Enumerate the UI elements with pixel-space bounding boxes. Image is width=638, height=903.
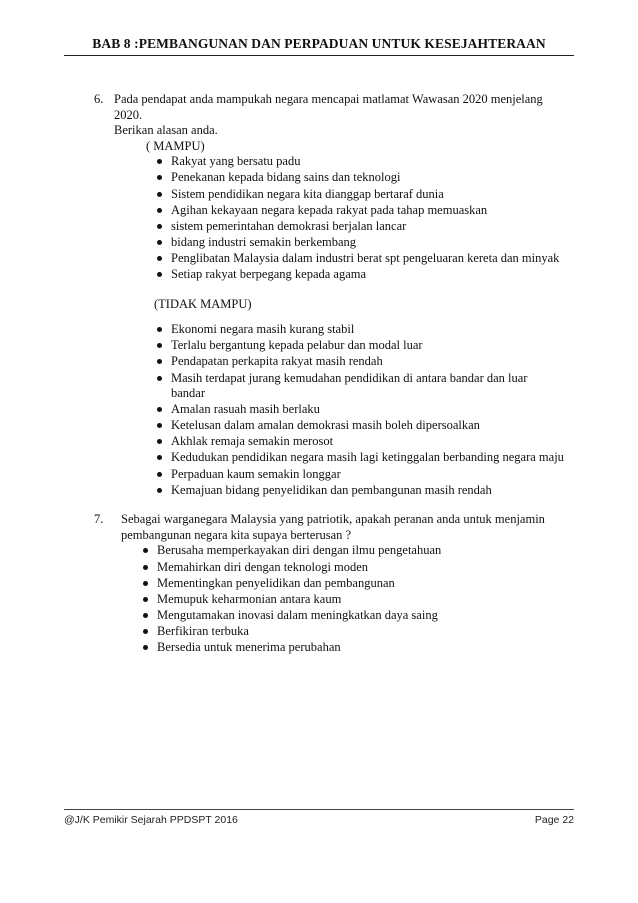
- list-item: [143, 576, 564, 592]
- bullet-icon: [157, 224, 162, 229]
- document-body: [94, 92, 564, 656]
- list-item: [157, 402, 564, 418]
- bullet-icon: [143, 629, 148, 634]
- bullet-icon: [157, 423, 162, 428]
- list-item-text: Mengutamakan inovasi dalam meningkatkan daya saing: [157, 607, 438, 622]
- list-item: [157, 154, 564, 170]
- footer-credit: @J/K Pemikir Sejarah PPDSPT 2016: [64, 814, 238, 826]
- list-item-text: Ketelusan dalam amalan demokrasi masih boleh dipersoalkan: [171, 418, 480, 433]
- bullet-icon: [157, 488, 162, 493]
- bullet-icon: [157, 439, 162, 444]
- bullet-icon: [143, 581, 148, 586]
- list-item: [143, 640, 564, 656]
- list-item-text: Kedudukan pendidikan negara masih lagi ketinggalan berbanding negara maju: [171, 450, 564, 465]
- list-item: [157, 371, 564, 402]
- list-item-text: Amalan rasuah masih berlaku: [171, 402, 320, 417]
- list-item-text: Perpaduan kaum semakin longgar: [171, 466, 341, 481]
- list-item-text: Agihan kekayaan negara kepada rakyat pada tahap memuaskan: [171, 202, 488, 217]
- list-item: [157, 483, 564, 499]
- list-item-text: Rakyat yang bersatu padu: [171, 154, 301, 169]
- question-text-line: 2020.: [114, 107, 143, 122]
- list-item-text: Kemajuan bidang penyelidikan dan pembangunan masih rendah: [171, 482, 492, 497]
- bullet-icon: [143, 645, 148, 650]
- list-item-text: Penekanan kepada bidang sains dan teknologi: [171, 170, 401, 185]
- bullet-icon: [157, 208, 162, 213]
- bullet-icon: [157, 376, 162, 381]
- question-text-line: Pada pendapat anda mampukah negara mencapai matlamat Wawasan 2020 menjelang: [114, 92, 543, 106]
- list-item: [157, 450, 564, 466]
- list-item: [157, 267, 564, 283]
- list-item-text: Akhlak remaja semakin merosot: [171, 434, 334, 449]
- list-item: [157, 434, 564, 450]
- bullet-icon: [157, 192, 162, 197]
- page-header-title: BAB 8 :PEMBANGUNAN DAN PERPADUAN UNTUK KESEJAHTERAAN: [92, 36, 546, 51]
- list-item-text: Ekonomi negara masih kurang stabil: [171, 322, 355, 337]
- list-item-text: Bersedia untuk menerima perubahan: [157, 640, 341, 654]
- list-item: [157, 219, 564, 235]
- bullet-icon: [157, 272, 162, 277]
- list-item: [157, 235, 564, 251]
- bullet-icon: [157, 359, 162, 364]
- list-item: [157, 338, 564, 354]
- question-text-line: pembangunan negara kita supaya berterusan ?: [121, 527, 352, 542]
- list-item: [143, 592, 564, 608]
- list-item: [157, 322, 564, 338]
- bullet-icon: [143, 548, 148, 553]
- question-number: 7.: [94, 512, 104, 527]
- list-item: [143, 624, 564, 640]
- list-item-text: Penglibatan Malaysia dalam industri berat spt pengeluaran kereta dan minyak: [171, 250, 560, 265]
- answer-list: [121, 543, 564, 655]
- bullet-icon: [143, 613, 148, 618]
- page-number: Page 22: [534, 814, 574, 826]
- list-item-text: Berusaha memperkayakan diri dengan ilmu pengetahuan: [157, 543, 442, 558]
- question-number: 6.: [94, 92, 104, 106]
- list-item: [143, 543, 564, 559]
- list-item-text: sistem pemerintahan demokrasi berjalan lancar: [171, 218, 407, 233]
- list-item: [143, 560, 564, 576]
- question-7: [94, 512, 564, 655]
- bullet-icon: [157, 256, 162, 261]
- question-text-line: Sebagai warganegara Malaysia yang patriotik, apakah peranan anda untuk menjamin: [121, 512, 545, 527]
- list-item: [157, 251, 564, 267]
- list-item-text: Memahirkan diri dengan teknologi moden: [157, 559, 369, 574]
- list-item: [157, 418, 564, 434]
- list-item-text: Memupuk keharmonian antara kaum: [157, 591, 342, 606]
- mampu-list: [114, 154, 564, 282]
- bullet-icon: [157, 240, 162, 245]
- list-item-text: Setiap rakyat berpegang kepada agama: [171, 267, 367, 282]
- bullet-icon: [143, 597, 148, 602]
- question-6: [94, 92, 564, 498]
- header-divider: [64, 55, 574, 56]
- bullet-icon: [143, 565, 148, 570]
- question-text-line: Berikan alasan anda.: [114, 123, 218, 138]
- footer-divider: [64, 809, 574, 810]
- bullet-icon: [157, 175, 162, 180]
- list-item: [157, 170, 564, 186]
- list-item-text: Masih terdapat jurang kemudahan pendidikan di antara bandar dan luar bandar: [171, 370, 528, 401]
- list-item-text: bidang industri semakin berkembang: [171, 234, 357, 249]
- bullet-icon: [157, 407, 162, 412]
- list-item: [157, 187, 564, 203]
- list-item: [157, 467, 564, 483]
- bullet-icon: [157, 327, 162, 332]
- bullet-icon: [157, 472, 162, 477]
- tidak-mampu-heading: (TIDAK MAMPU): [154, 296, 252, 311]
- mampu-heading: ( MAMPU): [146, 138, 205, 153]
- list-item: [157, 203, 564, 219]
- list-item-text: Pendapatan perkapita rakyat masih rendah: [171, 354, 383, 369]
- list-item: [157, 354, 564, 370]
- bullet-icon: [157, 159, 162, 164]
- list-item-text: Terlalu bergantung kepada pelabur dan modal luar: [171, 338, 423, 353]
- list-item-text: Berfikiran terbuka: [157, 623, 249, 638]
- bullet-icon: [157, 455, 162, 460]
- list-item: [143, 608, 564, 624]
- list-item-text: Mementingkan penyelidikan dan pembangunan: [157, 575, 395, 590]
- bullet-icon: [157, 343, 162, 348]
- list-item-text: Sistem pendidikan negara kita dianggap bertaraf dunia: [171, 186, 444, 201]
- tidak-mampu-list: [114, 322, 564, 498]
